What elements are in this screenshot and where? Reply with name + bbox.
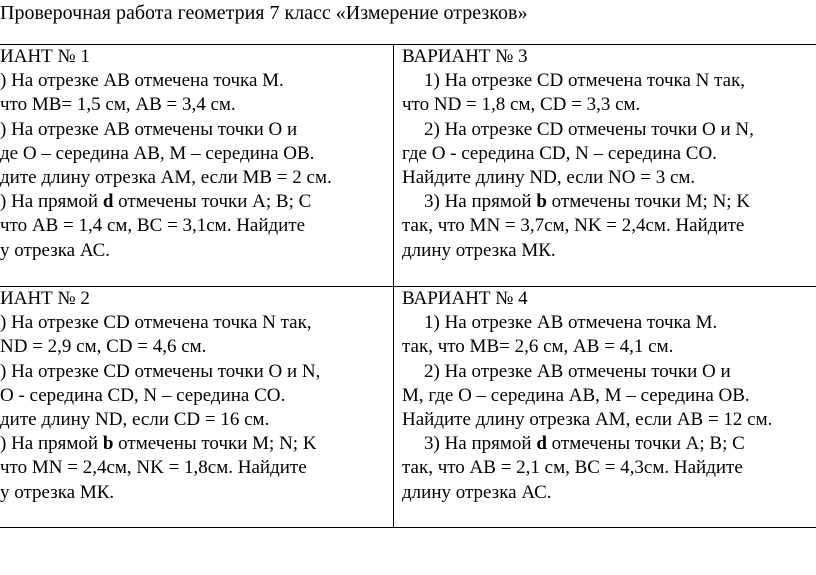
task-line: 2) На отрезке АВ отмечены точки О и [424, 360, 731, 382]
table-border-bottom [0, 527, 816, 528]
variant-2-cell [0, 287, 392, 505]
task-line: Найдите длину ND, если NO = 3 см. [402, 167, 696, 189]
task-line: длину отрезка АС. [402, 481, 552, 503]
task-line: что MN = 2,4см, NK = 1,8см. Найдите [0, 457, 307, 479]
variant-heading: ИАНТ № 2 [0, 288, 90, 309]
task-line: 2) На отрезке CD отмечены точки O и N, [424, 118, 754, 140]
task-line: М, где О – середина АВ, М – середина ОВ. [402, 384, 750, 406]
task-line: у отрезка МК. [0, 481, 115, 503]
task-line: 3) На прямой b отмечены точки M; N; K [424, 191, 751, 213]
task-line: ) На отрезке АВ отмечена точка М. [0, 70, 284, 92]
task-line: дите длину ND, если CD = 16 см. [0, 409, 270, 431]
task-line: О - середина CD, N – середина CO. [0, 384, 286, 406]
variant-heading: ИАНТ № 1 [0, 46, 90, 67]
task-line: дите длину отрезка АМ, если МВ = 2 см. [0, 167, 332, 189]
line-label: d [536, 433, 547, 455]
variant-heading: ВАРИАНТ № 4 [402, 288, 528, 309]
task-line: что МВ= 1,5 см, АВ = 3,4 см. [0, 94, 236, 116]
task-line: что АВ = 1,4 см, ВС = 3,1см. Найдите [0, 215, 306, 237]
task-line: длину отрезка МК. [402, 239, 556, 261]
task-line: ND = 2,9 см, CD = 4,6 см. [0, 336, 207, 358]
task-line: у отрезка АС. [0, 239, 111, 261]
line-label: d [102, 191, 114, 213]
page-title: Проверочная работа геометрия 7 класс «Измерение отрезков» [0, 2, 528, 24]
task-line: 3) На прямой d отмечены точки А; В; С [424, 433, 745, 455]
variant-heading: ВАРИАНТ № 3 [402, 46, 528, 67]
variant-3-cell [402, 45, 812, 263]
task-line: так, что АВ = 2,1 см, ВС = 4,3см. Найдите [402, 457, 743, 479]
task-line: что ND = 1,8 см, CD = 3,3 см. [402, 94, 641, 116]
task-line: так, что МВ= 2,6 см, АВ = 4,1 см. [402, 336, 674, 358]
task-line: Найдите длину отрезка АМ, если АВ = 12 см. [402, 409, 773, 431]
task-line: где О - середина CD, N – середина CO. [402, 142, 717, 164]
task-line: ) На прямой d отмечены точки А; В; С [0, 191, 312, 213]
task-line: 1) На отрезке CD отмечена точка N так, [424, 70, 746, 92]
task-line: ) На отрезке CD отмечены точки O и N, [0, 360, 321, 382]
task-line: де О – середина АВ, М – середина ОВ. [0, 142, 315, 164]
task-line: ) На отрезке АВ отмечены точки О и [0, 118, 298, 140]
task-line: 1) На отрезке АВ отмечена точка М. [424, 312, 718, 334]
table-border-vertical [393, 44, 394, 527]
variant-1-cell [0, 45, 392, 263]
task-line: так, что MN = 3,7см, NK = 2,4см. Найдите [402, 215, 745, 237]
task-line: ) На отрезке CD отмечена точка N так, [0, 312, 312, 334]
line-label: b [536, 191, 547, 213]
line-label: b [102, 433, 114, 455]
task-line: ) На прямой b отмечены точки M; N; K [0, 433, 317, 455]
variant-4-cell [402, 287, 812, 505]
